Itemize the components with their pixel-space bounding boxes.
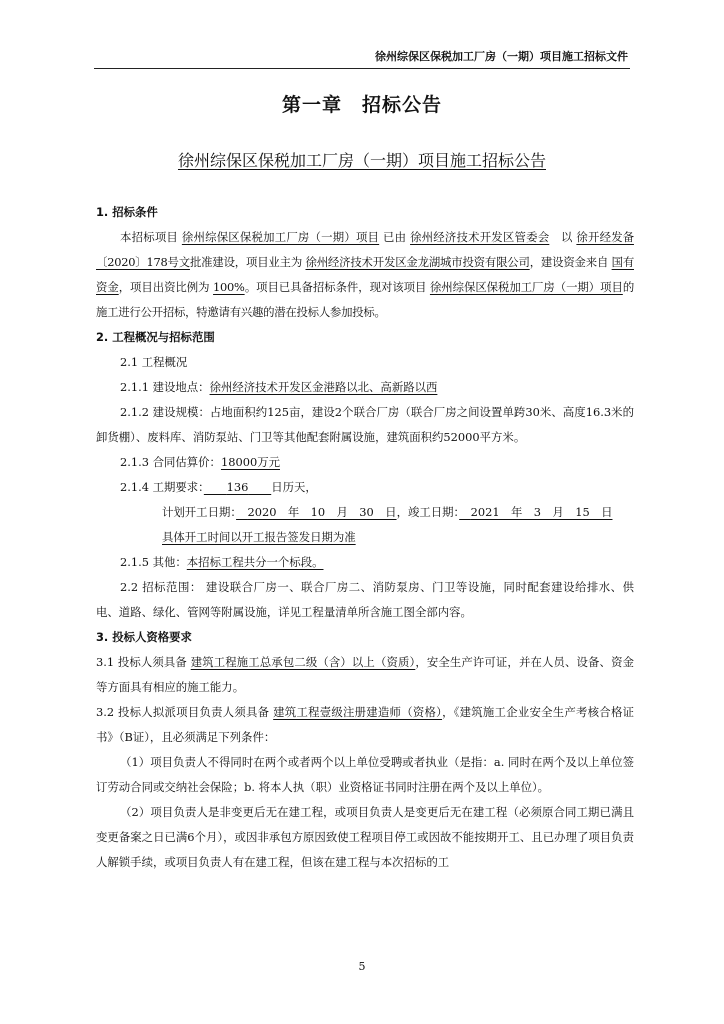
running-header: 徐州综保区保税加工厂房（一期）项目施工招标文件 — [375, 50, 628, 63]
paragraph: 2.1 工程概况 — [120, 355, 188, 369]
body-content — [96, 200, 634, 875]
paragraph: 2.1.2 建设规模：占地面积约125亩，建设2个联合厂房（联合厂房之间设置单跨30米、高度16.3米的卸货棚）、废料库、消防泵站、门卫等其他配套附属设施，建筑面积约52000平方米。 — [96, 405, 634, 444]
section-heading: 2. 工程概况与招标范围 — [96, 330, 215, 344]
paragraph-tender-conditions: 本招标项目 徐州综保区保税加工厂房（一期）项目 已由 徐州经济技术开发区管委会 以 徐开经发备〔2020〕178号文批准建设，项目业主为 徐州经济技术开发区金龙湖城市投资有限公司，建设资金来自 国有资金，项目出资比例为 100%。项目已具备招标条件，现对该项目 徐州综保区保税加工厂房（一期）项目的施工进行公开招标，特邀请有兴趣的潜在投标人参加投标。 — [96, 230, 634, 319]
paragraph: 2.1.3 合同估算价：18000万元 — [120, 455, 280, 469]
header-divider — [94, 68, 630, 69]
paragraph: 3.2 投标人拟派项目负责人须具备 建筑工程壹级注册建造师（资格），《建筑施工企业安全生产考核合格证书》（B证），且必须满足下列条件： — [96, 705, 634, 744]
page-number: 5 — [358, 960, 366, 973]
paragraph: 2.1.5 其他：本招标工程共分一个标段。 — [120, 555, 324, 569]
paragraph: 具体开工时间以开工报告签发日期为准 — [162, 530, 356, 544]
chapter-title: 第一章 招标公告 — [281, 94, 442, 116]
paragraph: （1）项目负责人不得同时在两个或者两个以上单位受聘或者执业（是指：a. 同时在两个及以上单位签订劳动合同或交纳社会保险；b. 将本人执（职）业资格证书同时注册在两个及以上单位）。 — [96, 755, 634, 794]
paragraph: 2.1.4 工期要求： 136 日历天， — [120, 480, 317, 494]
section-heading: 1. 招标条件 — [96, 205, 158, 219]
paragraph: （2）项目负责人是非变更后无在建工程，或项目负责人是变更后无在建工程（必须原合同工期已满且变更备案之日已满6个月），或因非承包方原因致使工程项目停工或因故不能按期开工、且已办理了项目负责人解锁手续，或项目负责人有在建工程，但该在建工程与本次招标的工 — [96, 805, 634, 869]
paragraph: 2.1.1 建设地点：徐州经济技术开发区金港路以北、高新路以西 — [120, 380, 438, 394]
paragraph: 2.2 招标范围： 建设联合厂房一、联合厂房二、消防泵房、门卫等设施，同时配套建设给排水、供电、道路、绿化、管网等附属设施，详见工程量清单所含施工图全部内容。 — [96, 580, 634, 619]
announcement-title: 徐州综保区保税加工厂房（一期）项目施工招标公告 — [177, 151, 546, 170]
paragraph: 计划开工日期： 2020 年 10 月 30 日，竣工日期： 2021 年 3 月 15 日 — [162, 505, 613, 519]
section-heading: 3. 投标人资格要求 — [96, 630, 192, 644]
paragraph: 3.1 投标人须具备 建筑工程施工总承包二级（含）以上（资质），安全生产许可证，并在人员、设备、资金等方面具有相应的施工能力。 — [96, 655, 634, 694]
